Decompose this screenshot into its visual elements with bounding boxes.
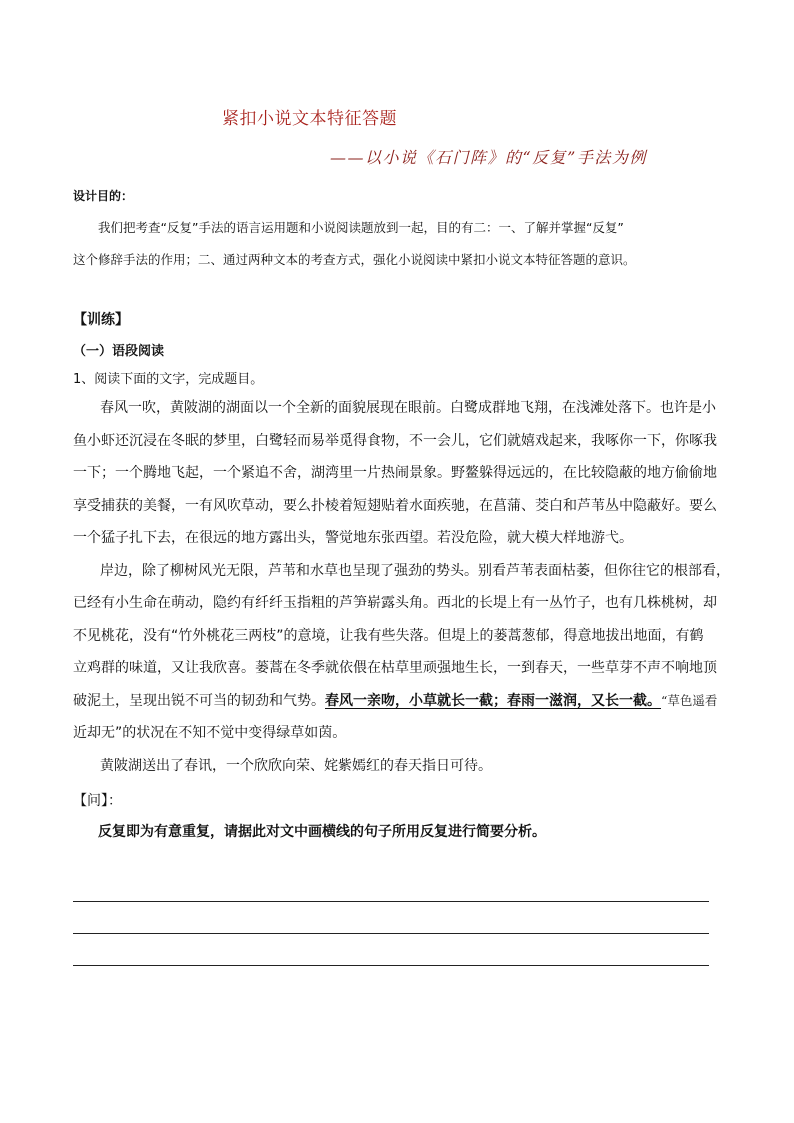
page-subtitle: ——以小说《石门阵》的“反复”手法为例: [330, 148, 647, 167]
passage-line: 享受捕获的美餐，一有风吹草动，要么扑棱着短翅贴着水面疾驰，在菖蒲、茭白和芦苇丛中隐蔽好。要么: [73, 497, 717, 514]
page-title: 紧扣小说文本特征答题: [222, 109, 397, 129]
answer-line[interactable]: [73, 933, 709, 934]
passage-line: 立鸡群的味道，又让我欣喜。蒌蒿在冬季就依偎在枯草里顽强地生长，一到春天，一些草芽不声不响地顶: [73, 660, 717, 676]
passage-line: 春风一吹，黄陂湖的湖面以一个全新的面貌展现在眼前。白鹭成群地飞翔，在浅滩处落下。也许是小: [100, 400, 716, 416]
passage-line: 不见桃花，没有“竹外桃花三两枝”的意境，让我有些失落。但堤上的蒌蒿葱郁，得意地拔出地面，有鹤: [73, 627, 704, 644]
passage-line: 已经有小生命在萌动，隐约有纤纤玉指粗的芦笋崭露头角。西北的长堤上有一丛竹子，也有几株桃树，却: [73, 595, 717, 611]
passage-line: 岸边，除了柳树风光无限，芦苇和水草也呈现了强劲的势头。别看芦苇表面枯萎，但你往它的根部看，: [100, 562, 730, 579]
question-text: 反复即为有意重复，请据此对文中画横线的句子所用反复进行简要分析。: [98, 824, 546, 840]
question-label: 【问】：: [73, 793, 122, 809]
passage-segment: 破泥土，呈现出锐不可当的韧劲和气势。: [73, 692, 325, 709]
answer-line[interactable]: [73, 965, 709, 966]
reading-passage: [73, 392, 733, 782]
intro-line-2: 这个修辞手法的作用；二、通过两种文本的考查方式，强化小说阅读中紧扣小说文本特征答题的意识。: [73, 252, 636, 267]
passage-line: 近却无”的状况在不知不觉中变得绿草如茵。: [73, 725, 347, 741]
passage-line: 一下；一个腾地飞起，一个紧追不舍，湖湾里一片热闹景象。野鳌躲得远远的，在比较隐蔽的地方偷偷地: [73, 465, 717, 481]
passage-line: 黄陂湖送出了春讯，一个欣欣向荣、姹紫嫣红的春天指日可待。: [100, 757, 492, 774]
passage-segment: “草色遥看: [661, 692, 718, 708]
training-heading: 【训练】: [73, 312, 129, 328]
answer-line[interactable]: [73, 901, 709, 902]
passage-line: 一个猛子扎下去，在很远的地方露出头，警觉地东张西望。若没危险，就大模大样地游弋。: [73, 530, 633, 546]
underlined-sentence: 春风一亲吻，小草就长一截；春雨一滋润，又长一截。: [325, 692, 661, 709]
design-purpose-label: 设计目的：: [73, 189, 134, 203]
instruction-text: 1、阅读下面的文字，完成题目。: [73, 372, 264, 387]
passage-line-with-underline: [73, 685, 733, 718]
intro-line-1: 我们把考查“反复”手法的语言运用题和小说阅读题放到一起，目的有二：一、了解并掌握“反复”: [98, 220, 624, 235]
section-heading: （一）语段阅读: [73, 344, 165, 359]
passage-line: 鱼小虾还沉浸在冬眠的梦里，白鹭轻而易举觅得食物，不一会儿，它们就嬉戏起来，我啄你一下，你啄我: [73, 432, 717, 449]
